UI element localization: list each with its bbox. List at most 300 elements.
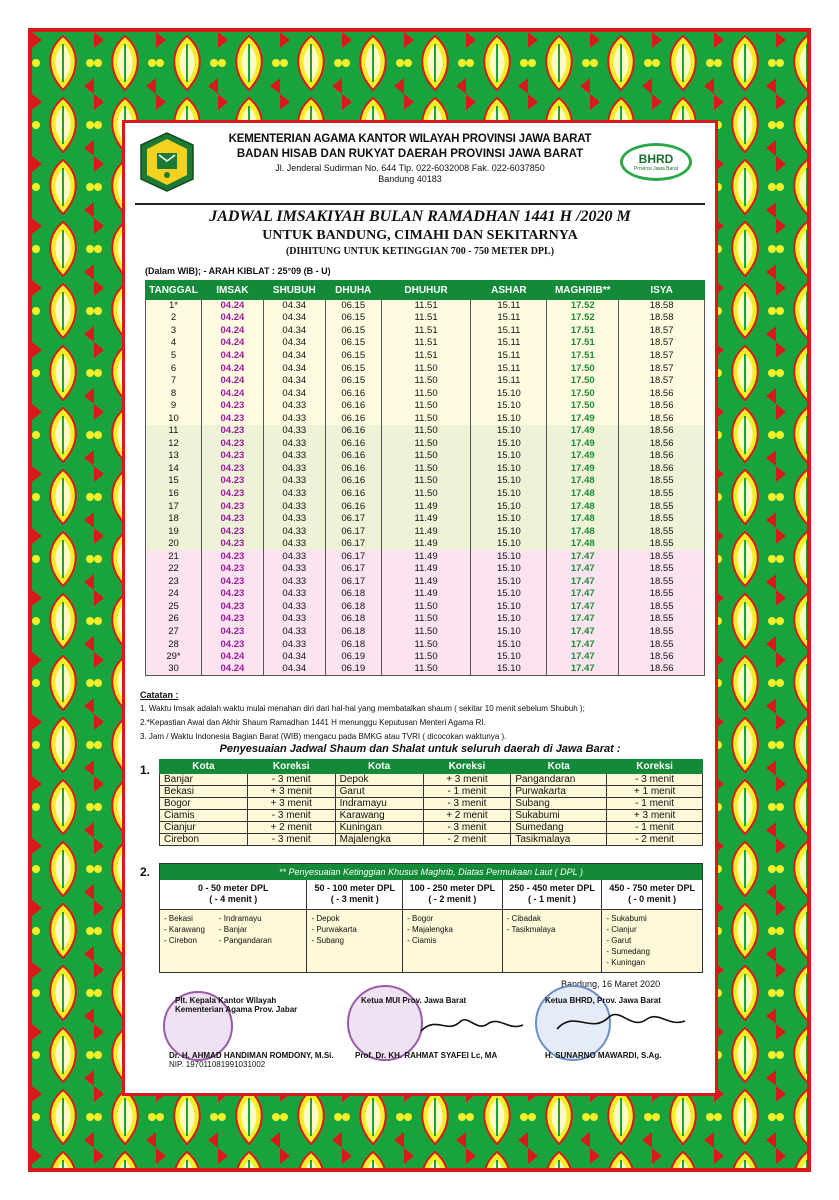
schedule-cell: 11.50 (381, 362, 471, 375)
schedule-cell: 15.11 (471, 312, 547, 325)
schedule-cell: 11.50 (381, 450, 471, 463)
correction-cell: Ciamis (160, 810, 248, 822)
dpl-range: 50 - 100 meter DPL (314, 883, 396, 893)
dpl-correction: ( - 4 menit ) (209, 894, 258, 904)
schedule-cell: 17.48 (547, 475, 619, 488)
schedule-row (146, 663, 705, 676)
schedule-cell: 11.50 (381, 463, 471, 476)
schedule-cell: 06.15 (325, 337, 381, 350)
schedule-row (146, 651, 705, 664)
schedule-cell: 17.47 (547, 626, 619, 639)
schedule-cell: 06.16 (325, 475, 381, 488)
schedule-cell: 15.10 (471, 613, 547, 626)
signatory-2-name: Prof. Dr. KH. RAHMAT SYAFEI Lc, MA (355, 1051, 498, 1060)
dpl-city: - Majalengka (407, 925, 453, 934)
schedule-cell: 16 (146, 488, 202, 501)
schedule-cell: 06.17 (325, 563, 381, 576)
schedule-cell: 24 (146, 588, 202, 601)
schedule-cell: 06.19 (325, 651, 381, 664)
schedule-cell: 11.49 (381, 588, 471, 601)
title-block (125, 208, 715, 257)
schedule-cell: 06.19 (325, 663, 381, 676)
dpl-city-col (219, 913, 272, 946)
schedule-header: SHUBUH (263, 281, 325, 300)
schedule-cell: 15.10 (471, 525, 547, 538)
schedule-row (146, 375, 705, 388)
dpl-correction: ( - 1 menit ) (528, 894, 577, 904)
signatory-3 (545, 996, 661, 1005)
schedule-cell: 18.57 (619, 362, 705, 375)
schedule-row (146, 438, 705, 451)
schedule-cell: 17.49 (547, 438, 619, 451)
schedule-cell: 18.55 (619, 638, 705, 651)
dpl-city-wrap (606, 913, 698, 968)
schedule-cell: 04.24 (201, 300, 263, 313)
schedule-cell: 11.50 (381, 438, 471, 451)
schedule-cell: 04.33 (263, 626, 325, 639)
schedule-cell: 19 (146, 525, 202, 538)
schedule-cell: 04.33 (263, 563, 325, 576)
dpl-city: - Ciamis (407, 936, 437, 945)
dpl-city-list (503, 910, 602, 972)
dpl-column-header (160, 880, 306, 910)
bhrd-logo (620, 143, 692, 181)
schedule-cell: 15.10 (471, 400, 547, 413)
schedule-cell: 04.33 (263, 450, 325, 463)
dpl-city-list (403, 910, 502, 972)
schedule-cell: 11.50 (381, 601, 471, 614)
schedule-cell: 18.55 (619, 513, 705, 526)
schedule-header: DHUHA (325, 281, 381, 300)
dpl-city-list (602, 910, 702, 972)
schedule-cell: 04.34 (263, 663, 325, 676)
schedule-cell: 15.10 (471, 438, 547, 451)
schedule-cell: 17.50 (547, 400, 619, 413)
schedule-cell: 11.51 (381, 300, 471, 313)
correction-cell: + 2 menit (423, 810, 511, 822)
schedule-cell: 15.11 (471, 350, 547, 363)
schedule-cell: 17.49 (547, 425, 619, 438)
schedule-cell: 17.47 (547, 638, 619, 651)
schedule-cell: 17.47 (547, 563, 619, 576)
schedule-cell: 11.50 (381, 651, 471, 664)
schedule-cell: 04.23 (201, 438, 263, 451)
dpl-city: - Kuningan (606, 958, 646, 967)
schedule-cell: 10 (146, 412, 202, 425)
schedule-row (146, 588, 705, 601)
schedule-cell: 15.10 (471, 626, 547, 639)
schedule-cell: 06.18 (325, 638, 381, 651)
dpl-correction: ( - 2 menit ) (428, 894, 477, 904)
dpl-city: - Cibadak (506, 914, 541, 923)
schedule-row (146, 626, 705, 639)
dpl-column-header (503, 880, 602, 910)
schedule-cell: 12 (146, 438, 202, 451)
dpl-range: 100 - 250 meter DPL (409, 883, 496, 893)
schedule-cell: 4 (146, 337, 202, 350)
schedule-cell: 06.16 (325, 450, 381, 463)
correction-cell: Depok (335, 774, 423, 786)
signatory-1-nip: NIP. 197011081991031002 (169, 1060, 266, 1069)
schedule-cell: 18.55 (619, 500, 705, 513)
correction-header: Koreksi (423, 760, 511, 774)
correction-header: Koreksi (247, 760, 335, 774)
schedule-table (145, 280, 705, 676)
schedule-cell: 11.49 (381, 500, 471, 513)
schedule-cell: 04.33 (263, 412, 325, 425)
city: Bandung 40183 (378, 174, 442, 184)
correction-cell: - 3 menit (247, 810, 335, 822)
schedule-row (146, 362, 705, 375)
dpl-city: - Subang (311, 936, 344, 945)
correction-cell: - 3 menit (247, 774, 335, 786)
schedule-cell: 17.50 (547, 362, 619, 375)
schedule-cell: 15.10 (471, 563, 547, 576)
correction-cell: - 3 menit (423, 822, 511, 834)
schedule-cell: 13 (146, 450, 202, 463)
schedule-cell: 04.33 (263, 613, 325, 626)
schedule-cell: 11.50 (381, 638, 471, 651)
dpl-city: - Purwakarta (311, 925, 357, 934)
dpl-city: - Sumedang (606, 947, 650, 956)
dpl-city-col (407, 913, 453, 946)
schedule-cell: 11.50 (381, 663, 471, 676)
schedule-cell: 06.18 (325, 626, 381, 639)
schedule-cell: 22 (146, 563, 202, 576)
schedule-cell: 15.10 (471, 513, 547, 526)
schedule-cell: 04.23 (201, 626, 263, 639)
schedule-cell: 04.23 (201, 525, 263, 538)
correction-cell: + 3 menit (247, 786, 335, 798)
schedule-cell: 15.11 (471, 375, 547, 388)
schedule-cell: 04.23 (201, 576, 263, 589)
schedule-cell: 11.49 (381, 538, 471, 551)
schedule-cell: 15.11 (471, 362, 547, 375)
schedule-cell: 18.55 (619, 475, 705, 488)
schedule-cell: 11.51 (381, 350, 471, 363)
schedule-row (146, 312, 705, 325)
schedule-cell: 15 (146, 475, 202, 488)
dpl-city-list (307, 910, 402, 972)
schedule-cell: 04.23 (201, 475, 263, 488)
schedule-cell: 11.51 (381, 337, 471, 350)
schedule-cell: 04.23 (201, 563, 263, 576)
schedule-cell: 04.34 (263, 362, 325, 375)
schedule-cell: 04.33 (263, 538, 325, 551)
schedule-cell: 15.10 (471, 638, 547, 651)
correction-cell: Purwakarta (511, 786, 607, 798)
schedule-cell: 15.10 (471, 538, 547, 551)
schedule-cell: 04.24 (201, 337, 263, 350)
schedule-cell: 04.33 (263, 438, 325, 451)
schedule-cell: 06.15 (325, 325, 381, 338)
correction-row (160, 810, 703, 822)
section-number-1: 1. (140, 763, 151, 777)
schedule-cell: 28 (146, 638, 202, 651)
dpl-column-header (403, 880, 502, 910)
schedule-cell: 15.10 (471, 463, 547, 476)
schedule-cell: 15.11 (471, 337, 547, 350)
signatory-2-title: Ketua MUI Prov. Jawa Barat (361, 996, 467, 1005)
schedule-cell: 18.55 (619, 550, 705, 563)
dpl-city: - Indramayu (218, 914, 262, 923)
schedule-cell: 06.15 (325, 375, 381, 388)
schedule-cell: 04.23 (201, 601, 263, 614)
schedule-cell: 17.47 (547, 576, 619, 589)
correction-cell: + 1 menit (607, 786, 703, 798)
schedule-cell: 23 (146, 576, 202, 589)
schedule-cell: 06.15 (325, 350, 381, 363)
schedule-header: TANGGAL (146, 281, 202, 300)
schedule-cell: 04.33 (263, 601, 325, 614)
correction-cell: - 3 menit (247, 834, 335, 846)
schedule-cell: 04.33 (263, 550, 325, 563)
schedule-cell: 15.10 (471, 576, 547, 589)
schedule-row (146, 613, 705, 626)
schedule-cell: 29* (146, 651, 202, 664)
correction-cell: Kuningan (335, 822, 423, 834)
schedule-cell: 06.17 (325, 525, 381, 538)
correction-header: Kota (160, 760, 248, 774)
correction-row (160, 774, 703, 786)
schedule-cell: 18.56 (619, 651, 705, 664)
schedule-cell: 06.15 (325, 300, 381, 313)
signature-mui (417, 1011, 527, 1039)
correction-header: Kota (511, 760, 607, 774)
schedule-cell: 27 (146, 626, 202, 639)
schedule-row (146, 513, 705, 526)
schedule-cell: 11.50 (381, 375, 471, 388)
schedule-cell: 5 (146, 350, 202, 363)
address: Jl. Jenderal Sudirman No. 644 Tlp. 022-6032008 Fak. 022-6037850 (275, 163, 545, 173)
agency-name: BADAN HISAB DAN RUKYAT DAERAH PROVINSI JAWA BARAT (236, 148, 584, 160)
correction-cell: + 2 menit (247, 822, 335, 834)
dpl-city: - Banjar (218, 925, 247, 934)
schedule-row (146, 325, 705, 338)
dpl-city-wrap (311, 913, 398, 946)
correction-cell: Banjar (160, 774, 248, 786)
schedule-cell: 18.58 (619, 312, 705, 325)
content-page (125, 123, 715, 1093)
schedule-cell: 04.24 (201, 362, 263, 375)
schedule-cell: 18.55 (619, 601, 705, 614)
dpl-column (602, 880, 702, 972)
signature-bhrd (551, 1007, 691, 1037)
schedule-cell: 11.49 (381, 525, 471, 538)
schedule-row (146, 538, 705, 551)
schedule-cell: 18.55 (619, 626, 705, 639)
schedule-row (146, 563, 705, 576)
schedule-cell: 04.34 (263, 651, 325, 664)
schedule-cell: 04.34 (263, 350, 325, 363)
schedule-cell: 15.11 (471, 325, 547, 338)
bhrd-logo-text: BHRD (638, 152, 674, 166)
dpl-city: - Bekasi (164, 914, 193, 923)
schedule-cell: 04.33 (263, 400, 325, 413)
signatory-2-name-block (355, 1051, 497, 1060)
schedule-row (146, 463, 705, 476)
schedule-cell: 6 (146, 362, 202, 375)
schedule-row (146, 576, 705, 589)
schedule-row (146, 638, 705, 651)
dpl-city: - Karawang (164, 925, 205, 934)
schedule-cell: 18.58 (619, 300, 705, 313)
dpl-column (403, 880, 503, 972)
schedule-cell: 15.10 (471, 425, 547, 438)
schedule-cell: 04.33 (263, 475, 325, 488)
schedule-cell: 18.57 (619, 350, 705, 363)
schedule-cell: 18.55 (619, 588, 705, 601)
schedule-cell: 18.56 (619, 463, 705, 476)
signatory-1-title2: Kementerian Agama Prov. Jabar (175, 1005, 298, 1014)
schedule-cell: 17.47 (547, 588, 619, 601)
schedule-cell: 17.48 (547, 525, 619, 538)
schedule-cell: 04.23 (201, 613, 263, 626)
maghrib-adjust-box (159, 863, 703, 973)
dpl-city: - Depok (311, 914, 340, 923)
correction-row (160, 834, 703, 846)
schedule-row (146, 400, 705, 413)
schedule-cell: 18.55 (619, 525, 705, 538)
signatory-2 (361, 996, 466, 1005)
schedule-cell: 17.47 (547, 663, 619, 676)
schedule-cell: 04.33 (263, 576, 325, 589)
schedule-cell: 04.33 (263, 513, 325, 526)
schedule-cell: 06.17 (325, 576, 381, 589)
schedule-cell: 04.24 (201, 312, 263, 325)
dpl-city: - Garut (606, 936, 632, 945)
correction-cell: - 2 menit (423, 834, 511, 846)
schedule-row (146, 525, 705, 538)
schedule-row (146, 337, 705, 350)
schedule-cell: 06.17 (325, 513, 381, 526)
schedule-cell: 15.10 (471, 488, 547, 501)
correction-cell: - 1 menit (607, 822, 703, 834)
schedule-row (146, 425, 705, 438)
schedule-header: ISYA (619, 281, 705, 300)
schedule-cell: 04.33 (263, 488, 325, 501)
correction-cell: Garut (335, 786, 423, 798)
schedule-header: MAGHRIB** (547, 281, 619, 300)
correction-cell: Sumedang (511, 822, 607, 834)
dpl-city: - Cirebon (164, 936, 197, 945)
schedule-cell: 15.10 (471, 450, 547, 463)
signatory-3-name: H. SUNARNO MAWARDI, S.Ag. (545, 1051, 662, 1060)
signatory-3-title: Ketua BHRD, Prov. Jawa Barat (545, 996, 661, 1005)
maghrib-heading: ** Penyesuaian Ketinggian Khusus Maghrib, Diatas Permukaan Laut ( DPL ) (160, 864, 702, 880)
page-title: JADWAL IMSAKIYAH BULAN RAMADHAN 1441 H /2020 M (209, 208, 631, 225)
schedule-cell: 18.56 (619, 387, 705, 400)
correction-cell: - 3 menit (423, 798, 511, 810)
schedule-cell: 04.23 (201, 588, 263, 601)
schedule-row (146, 350, 705, 363)
schedule-cell: 04.23 (201, 500, 263, 513)
dpl-city-wrap (407, 913, 498, 946)
schedule-cell: 17.47 (547, 601, 619, 614)
correction-row (160, 822, 703, 834)
ministry-name: KEMENTERIAN AGAMA KANTOR WILAYAH PROVINSI JAWA BARAT (228, 133, 592, 145)
schedule-row (146, 601, 705, 614)
dpl-range: 0 - 50 meter DPL (197, 883, 269, 893)
dpl-city-col (311, 913, 356, 946)
qibla-note: (Dalam WIB); - ARAH KIBLAT : 25°09 (B - U) (145, 266, 331, 276)
schedule-cell: 17.52 (547, 300, 619, 313)
correction-cell: + 3 menit (247, 798, 335, 810)
schedule-cell: 7 (146, 375, 202, 388)
dpl-column (160, 880, 307, 972)
schedule-cell: 06.18 (325, 601, 381, 614)
schedule-cell: 17.47 (547, 651, 619, 664)
schedule-cell: 18.56 (619, 400, 705, 413)
schedule-cell: 18.57 (619, 337, 705, 350)
correction-cell: Subang (511, 798, 607, 810)
schedule-cell: 15.10 (471, 387, 547, 400)
signatory-1-title1: Plt. Kepala Kantor Wilayah (175, 996, 277, 1005)
dpl-city-col (164, 913, 205, 946)
schedule-cell: 04.23 (201, 488, 263, 501)
schedule-cell: 06.17 (325, 550, 381, 563)
section-number-2: 2. (140, 865, 151, 879)
schedule-cell: 17.48 (547, 538, 619, 551)
schedule-cell: 15.10 (471, 651, 547, 664)
schedule-cell: 04.33 (263, 500, 325, 513)
schedule-cell: 18.55 (619, 488, 705, 501)
schedule-cell: 04.23 (201, 450, 263, 463)
schedule-cell: 06.18 (325, 613, 381, 626)
correction-cell: Majalengka (335, 834, 423, 846)
schedule-row (146, 475, 705, 488)
schedule-cell: 06.15 (325, 362, 381, 375)
schedule-cell: 06.18 (325, 588, 381, 601)
schedule-cell: 06.16 (325, 488, 381, 501)
schedule-cell: 18 (146, 513, 202, 526)
dpl-city: - Tasikmalaya (506, 925, 556, 934)
schedule-row (146, 500, 705, 513)
schedule-cell: 04.23 (201, 400, 263, 413)
note-item: 3. Jam / Waktu Indonesia Bagian Barat (WIB) mengacu pada BMKG atau TVRI ( dicocokan waktunya ). (140, 732, 507, 741)
dpl-correction: ( - 0 menit ) (628, 894, 677, 904)
correction-header: Koreksi (607, 760, 703, 774)
schedule-cell: 17.51 (547, 350, 619, 363)
schedule-cell: 04.34 (263, 325, 325, 338)
schedule-cell: 11.49 (381, 563, 471, 576)
dpl-city: - Bogor (407, 914, 434, 923)
schedule-cell: 04.33 (263, 525, 325, 538)
schedule-cell: 04.33 (263, 588, 325, 601)
schedule-cell: 11.49 (381, 576, 471, 589)
correction-cell: - 3 menit (607, 774, 703, 786)
schedule-cell: 17.50 (547, 375, 619, 388)
dpl-city-wrap (507, 913, 598, 935)
correction-cell: + 3 menit (423, 774, 511, 786)
schedule-cell: 04.23 (201, 463, 263, 476)
schedule-row (146, 550, 705, 563)
signatory-1 (175, 996, 297, 1014)
correction-cell: + 3 menit (607, 810, 703, 822)
dpl-city-list (160, 910, 306, 972)
correction-cell: Karawang (335, 810, 423, 822)
kemenag-logo-icon (137, 131, 197, 193)
schedule-cell: 04.33 (263, 638, 325, 651)
schedule-cell: 17.51 (547, 325, 619, 338)
schedule-cell: 04.24 (201, 387, 263, 400)
correction-cell: Tasikmalaya (511, 834, 607, 846)
divider (135, 203, 705, 205)
schedule-row (146, 387, 705, 400)
schedule-cell: 06.16 (325, 412, 381, 425)
signatory-1-name: Dr. H. AHMAD HANDIMAN ROMDONY, M.Si. (169, 1051, 334, 1060)
dpl-city-col (507, 913, 556, 935)
